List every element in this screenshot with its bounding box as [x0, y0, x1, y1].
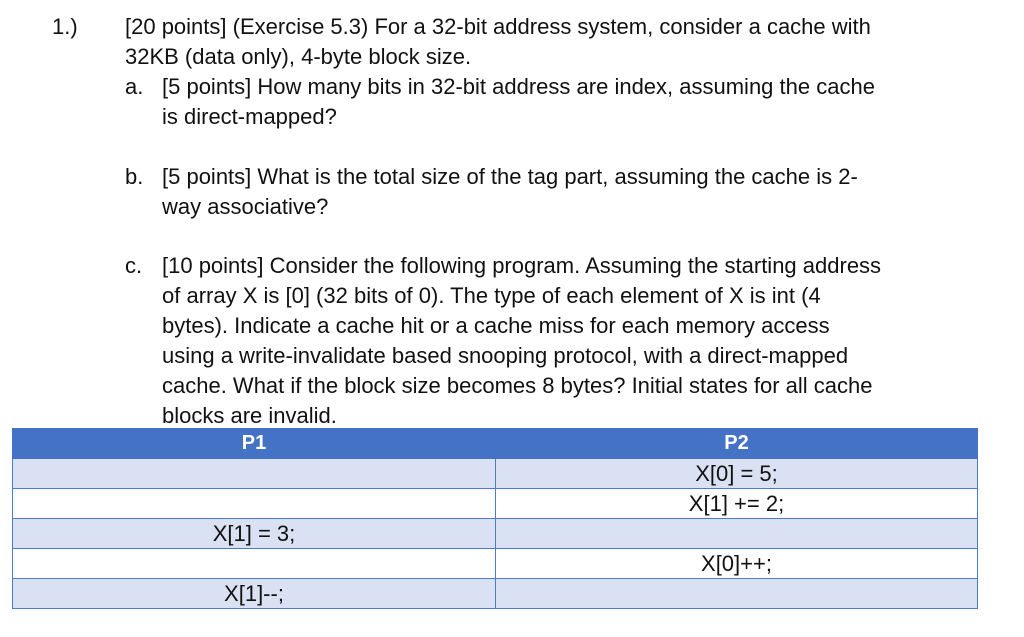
table-row	[13, 549, 978, 579]
part-c-label: c.	[125, 253, 143, 278]
p1-cell: X[1]--;	[13, 579, 496, 609]
column-header-p2: P2	[496, 429, 978, 459]
p2-cell	[496, 579, 978, 609]
p2-cell: X[0] = 5;	[496, 459, 978, 489]
part-c-line-6: blocks are invalid.	[162, 403, 337, 428]
part-b-label: b.	[125, 164, 144, 189]
program-trace-table	[12, 428, 978, 609]
table-header-row	[13, 429, 978, 459]
part-a-line-2: is direct-mapped?	[162, 104, 337, 129]
column-header-p1: P1	[13, 429, 496, 459]
part-c-line-1: [10 points] Consider the following program. Assuming the starting address	[162, 253, 882, 278]
p1-cell	[13, 459, 496, 489]
table-row	[13, 489, 978, 519]
question-intro-line-1: [20 points] (Exercise 5.3) For a 32-bit address system, consider a cache with	[125, 14, 871, 39]
part-b-line-1: [5 points] What is the total size of the tag part, assuming the cache is 2-	[162, 164, 858, 189]
part-b-line-2: way associative?	[162, 194, 329, 219]
p1-cell: X[1] = 3;	[13, 519, 496, 549]
p2-cell: X[1] += 2;	[496, 489, 978, 519]
p2-cell: X[0]++;	[496, 549, 978, 579]
question-intro-line-2: 32KB (data only), 4-byte block size.	[125, 44, 472, 69]
part-c-line-4: using a write-invalidate based snooping protocol, with a direct-mapped	[162, 343, 849, 368]
table-row	[13, 519, 978, 549]
table-row	[13, 459, 978, 489]
p1-cell	[13, 549, 496, 579]
table-row	[13, 579, 978, 609]
part-c-line-2: of array X is [0] (32 bits of 0). The type of each element of X is int (4	[162, 283, 821, 308]
part-a-label: a.	[125, 74, 144, 99]
part-a-line-1: [5 points] How many bits in 32-bit address are index, assuming the cache	[162, 74, 875, 99]
p1-cell	[13, 489, 496, 519]
part-c-line-3: bytes). Indicate a cache hit or a cache miss for each memory access	[162, 313, 830, 338]
question-number: 1.)	[52, 14, 78, 39]
part-c-line-5: cache. What if the block size becomes 8 bytes? Initial states for all cache	[162, 373, 873, 398]
p2-cell	[496, 519, 978, 549]
